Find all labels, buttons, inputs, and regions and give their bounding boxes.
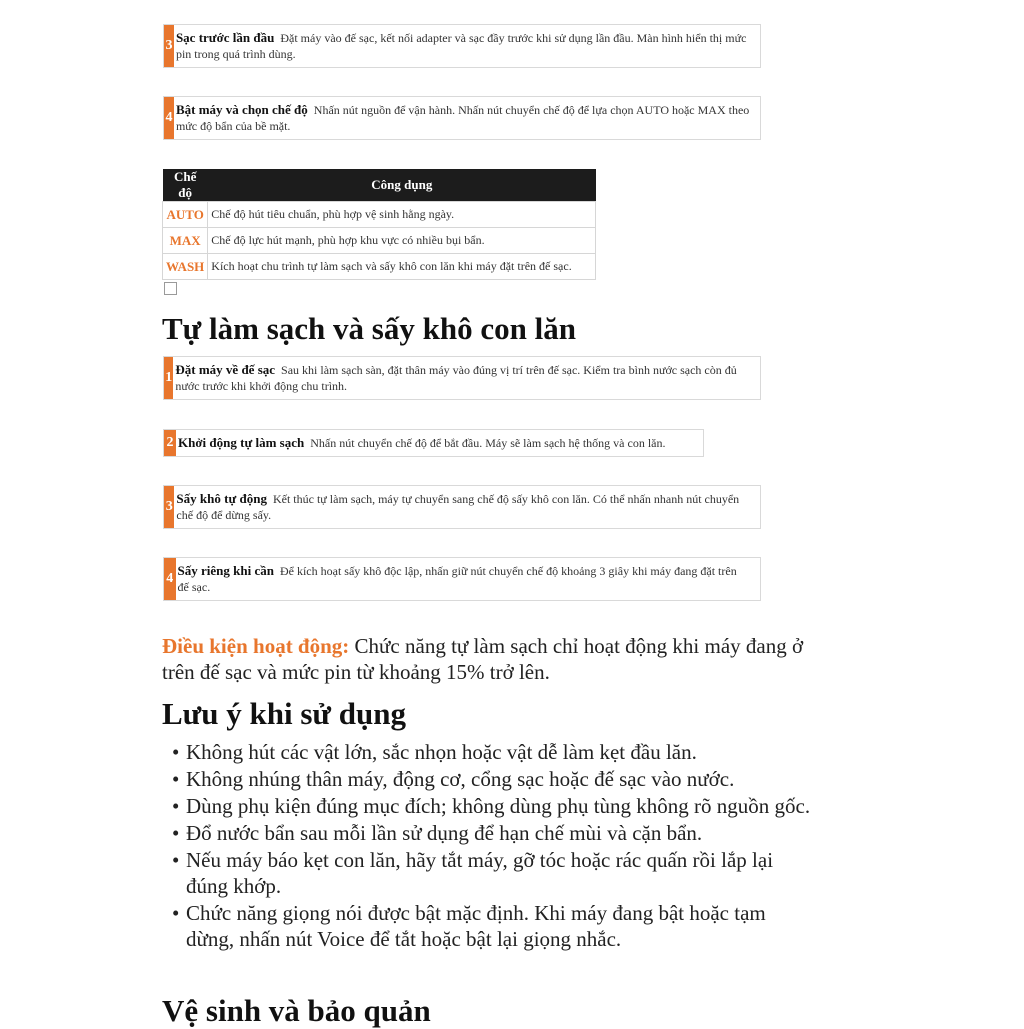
mode-table <box>162 169 596 280</box>
table-row <box>163 228 596 254</box>
mode-desc: Chế độ lực hút mạnh, phù hợp khu vực có nhiều bụi bẩn. <box>208 228 596 254</box>
step-text: Sau khi làm sạch sàn, đặt thân máy vào đúng vị trí trên đế sạc. Kiểm tra bình nước sạch còn đủ nước trước khi khởi động chu trình. <box>175 363 737 393</box>
step-title: Bật máy và chọn chế độ <box>175 102 308 117</box>
step-number: 2 <box>164 430 176 456</box>
checkbox[interactable] <box>164 282 177 295</box>
step-number: 3 <box>164 25 174 67</box>
condition-label: Điều kiện hoạt động: <box>162 634 350 658</box>
header-mode: Chế độ <box>163 169 208 202</box>
step-text: Nhấn nút chuyển chế độ để bắt đầu. Máy sẽ làm sạch hệ thống và con lăn. <box>310 436 666 450</box>
mode-name: AUTO <box>163 202 208 228</box>
step-body <box>174 97 760 139</box>
step-body <box>176 430 675 456</box>
bullet-icon: • <box>172 794 180 818</box>
step-title: Sấy khô tự động <box>176 491 267 506</box>
step-body <box>173 357 760 399</box>
step-title: Sấy riêng khi cần <box>177 563 274 578</box>
mode-desc: Kích hoạt chu trình tự làm sạch và sấy khô con lăn khi máy đặt trên đế sạc. <box>208 254 596 280</box>
list-item <box>172 739 812 765</box>
list-item <box>172 900 812 952</box>
bullet-icon: • <box>172 848 180 872</box>
list-item <box>172 793 812 819</box>
step-body <box>176 558 760 600</box>
operating-condition <box>162 633 822 685</box>
bullet-icon: • <box>172 821 180 845</box>
list-item-text: Không hút các vật lớn, sắc nhọn hoặc vật dễ làm kẹt đầu lăn. <box>186 740 697 764</box>
step-text: Nhấn nút nguồn để vận hành. Nhấn nút chuyển chế độ để lựa chọn AUTO hoặc MAX theo mức độ bẩn của bề mặt. <box>175 103 750 133</box>
list-item-text: Đổ nước bẩn sau mỗi lần sử dụng để hạn chế mùi và cặn bẩn. <box>186 821 703 845</box>
mode-name: WASH <box>163 254 208 280</box>
self-clean-step-4 <box>163 557 761 601</box>
list-item-text: Chức năng giọng nói được bật mặc định. Khi máy đang bật hoặc tạm dừng, nhấn nút Voice để tắt hoặc bật lại giọng nhắc. <box>186 901 766 951</box>
bullet-icon: • <box>172 740 180 764</box>
list-item <box>172 847 812 899</box>
bullet-icon: • <box>172 767 180 791</box>
section-heading-care: Vệ sinh và bảo quản <box>162 993 431 1028</box>
step-number: 3 <box>164 486 174 528</box>
self-clean-step-2 <box>163 429 704 457</box>
list-item-text: Nếu máy báo kẹt con lăn, hãy tắt máy, gỡ tóc hoặc rác quấn rồi lắp lại đúng khớp. <box>186 848 774 898</box>
list-item-text: Không nhúng thân máy, động cơ, cổng sạc hoặc đế sạc vào nước. <box>186 767 735 791</box>
setup-step-3 <box>163 24 761 68</box>
mode-desc: Chế độ hút tiêu chuẩn, phù hợp vệ sinh hằng ngày. <box>208 202 596 228</box>
step-title: Sạc trước lần đầu <box>175 30 275 45</box>
section-heading-self-clean: Tự làm sạch và sấy khô con lăn <box>162 311 576 346</box>
step-title: Đặt máy về đế sạc <box>175 362 276 377</box>
condition-text: Chức năng tự làm sạch chỉ hoạt động khi máy đang ở trên đế sạc và mức pin từ khoảng 15% trở lên. <box>162 634 804 684</box>
step-number: 1 <box>164 357 173 399</box>
bullet-icon: • <box>172 901 180 925</box>
step-number: 4 <box>164 97 174 139</box>
step-number: 4 <box>164 558 176 600</box>
table-row <box>163 202 596 228</box>
header-usage: Công dụng <box>208 169 596 202</box>
self-clean-step-3 <box>163 485 761 529</box>
step-text: Đặt máy vào đế sạc, kết nối adapter và sạc đầy trước khi sử dụng lần đầu. Màn hình hiển thị mức pin trong quá trình dùng. <box>175 31 747 61</box>
mode-name: MAX <box>163 228 208 254</box>
section-heading-notes: Lưu ý khi sử dụng <box>162 696 407 731</box>
notes-list <box>172 739 812 953</box>
list-item-text: Dùng phụ kiện đúng mục đích; không dùng phụ tùng không rõ nguồn gốc. <box>186 794 811 818</box>
list-item <box>172 766 812 792</box>
step-text: Kết thúc tự làm sạch, máy tự chuyển sang chế độ sấy khô con lăn. Có thể nhấn nhanh nút chuyển chế độ để dừng sấy. <box>176 492 740 522</box>
step-text: Để kích hoạt sấy khô độc lập, nhấn giữ nút chuyển chế độ khoảng 3 giây khi máy đang đặt trên đế sạc. <box>177 564 737 594</box>
table-header-row <box>163 169 596 202</box>
step-body <box>174 25 760 67</box>
table-row <box>163 254 596 280</box>
step-body <box>174 486 760 528</box>
self-clean-step-1 <box>163 356 761 400</box>
list-item <box>172 820 812 846</box>
step-title: Khởi động tự làm sạch <box>178 435 305 450</box>
setup-step-4 <box>163 96 761 140</box>
